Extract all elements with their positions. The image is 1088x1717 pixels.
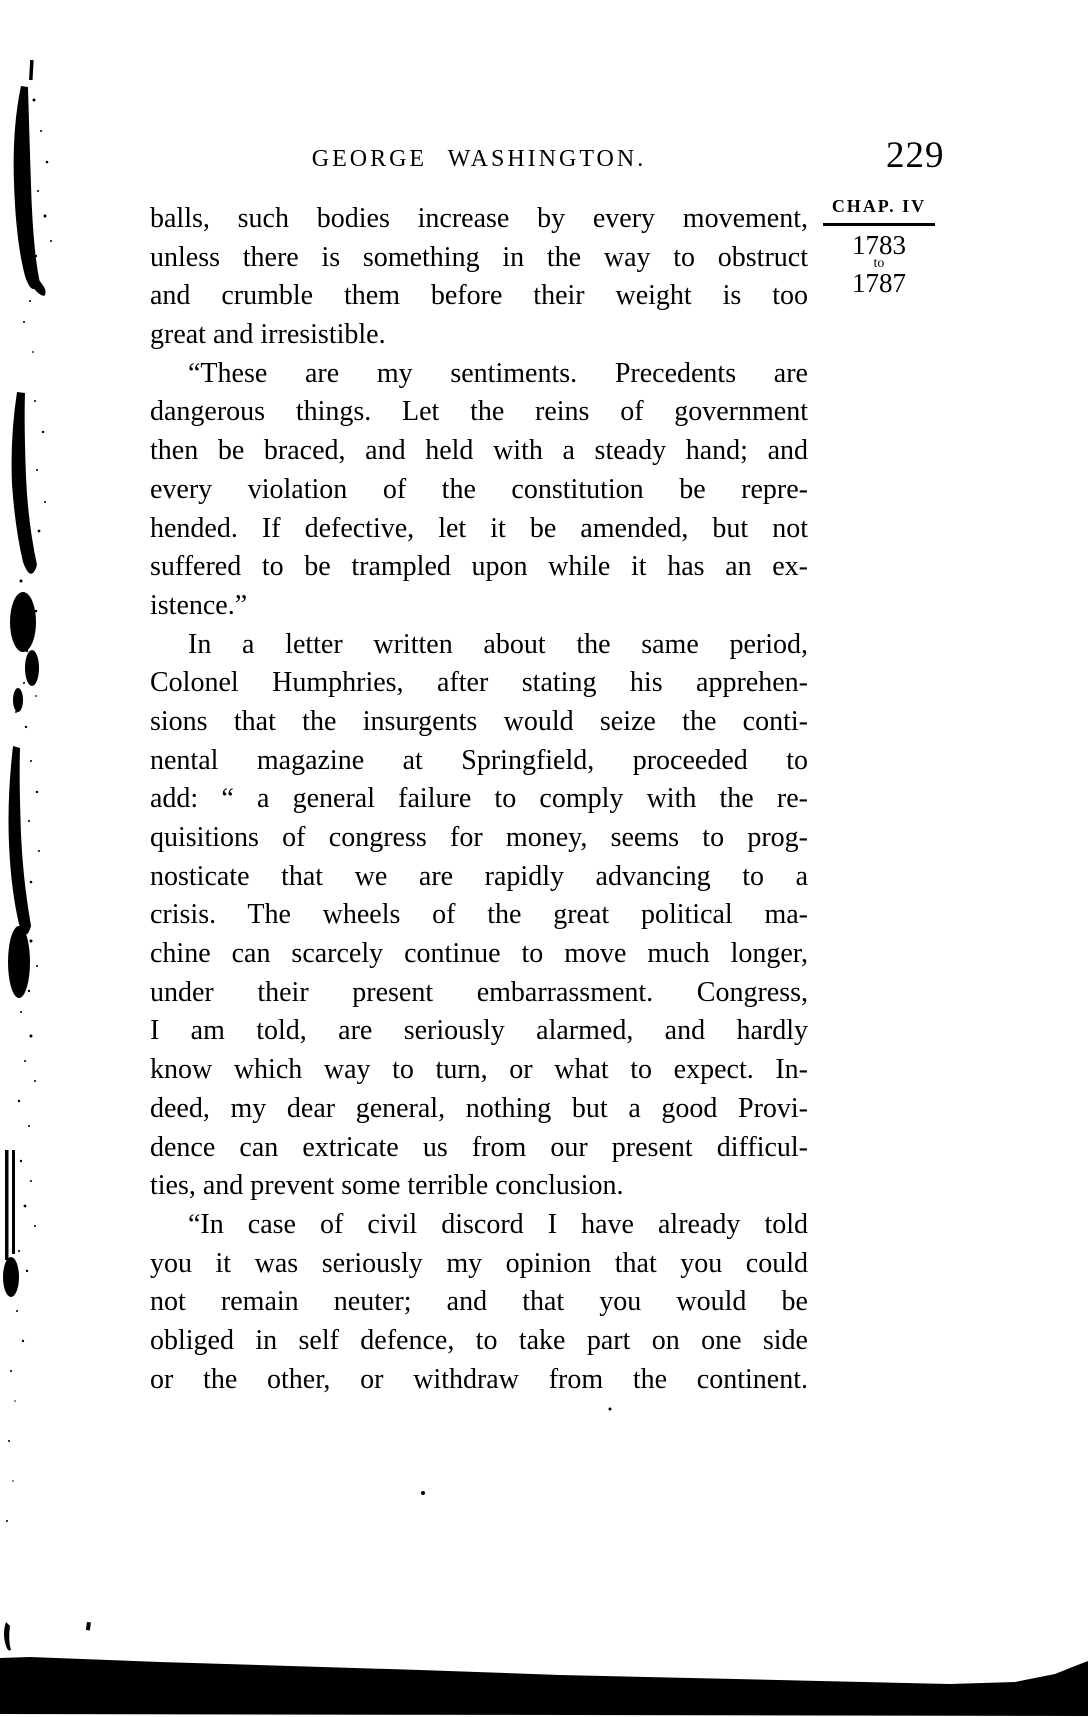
text-line: unless there is something in the way to obstruct (150, 241, 808, 273)
text-line: In a letter written about the same period, (188, 628, 808, 660)
text-line: obliged in self defence, to take part on one side (150, 1324, 808, 1356)
chapter-label: CHAP. IV (831, 196, 927, 216)
text-line: every violation of the constitution be repre- (150, 473, 808, 505)
text-line: “In case of civil discord I have already told (188, 1208, 808, 1240)
text-line: chine can scarcely continue to move much longer, (150, 938, 808, 970)
text-line: suffered to be trampled upon while it has an ex- (150, 551, 808, 583)
text-line: dence can extricate us from our present difficul- (150, 1131, 808, 1163)
text-line: and crumble them before their weight is too (150, 280, 808, 312)
text-line: I am told, are seriously alarmed, and hardly (150, 1015, 808, 1047)
text-line: add: “ a general failure to comply with the re- (150, 783, 808, 815)
year-to-word: to (873, 256, 885, 271)
text-line: balls, such bodies increase by every movement, (150, 203, 808, 234)
running-head-title: GEORGE WASHINGTON. (311, 146, 647, 172)
text-line: or the other, or withdraw from the continent. (150, 1363, 808, 1395)
text-line: not remain neuter; and that you would be (150, 1286, 808, 1318)
year-from: 1783 (852, 230, 906, 260)
text-line: deed, my dear general, nothing but a good Provi- (150, 1092, 808, 1124)
margin-note (823, 196, 935, 296)
margin-rule (823, 223, 935, 226)
text-line: istence.” (150, 589, 248, 621)
year-to: 1787 (852, 268, 906, 298)
text-line: ties, and prevent some terrible conclusion. (150, 1170, 624, 1202)
text-line: you it was seriously my opinion that you could (150, 1247, 808, 1279)
text-line: under their present embarrassment. Congress, (150, 976, 808, 1008)
text-line: crisis. The wheels of the great political ma- (150, 899, 808, 931)
text-line: “These are my sentiments. Precedents are (188, 357, 808, 389)
page-number: 229 (886, 135, 945, 176)
text-line: quisitions of congress for money, seems to prog- (150, 822, 808, 853)
text-line: nosticate that we are rapidly advancing to a (150, 860, 808, 892)
text-line: hended. If defective, let it be amended, but not (150, 512, 808, 544)
text-line: nental magazine at Springfield, proceeded to (150, 744, 808, 776)
text-line: sions that the insurgents would seize the conti- (150, 705, 808, 737)
text-line: great and irresistible. (150, 319, 386, 351)
text-line: Colonel Humphries, after stating his apprehen- (150, 667, 808, 699)
text-line: know which way to turn, or what to expect. In- (150, 1054, 808, 1086)
page-body (150, 200, 808, 1399)
text-line: dangerous things. Let the reins of government (150, 396, 808, 428)
scan-bar (0, 1657, 1088, 1716)
text-line: then be braced, and held with a steady hand; and (150, 435, 808, 467)
